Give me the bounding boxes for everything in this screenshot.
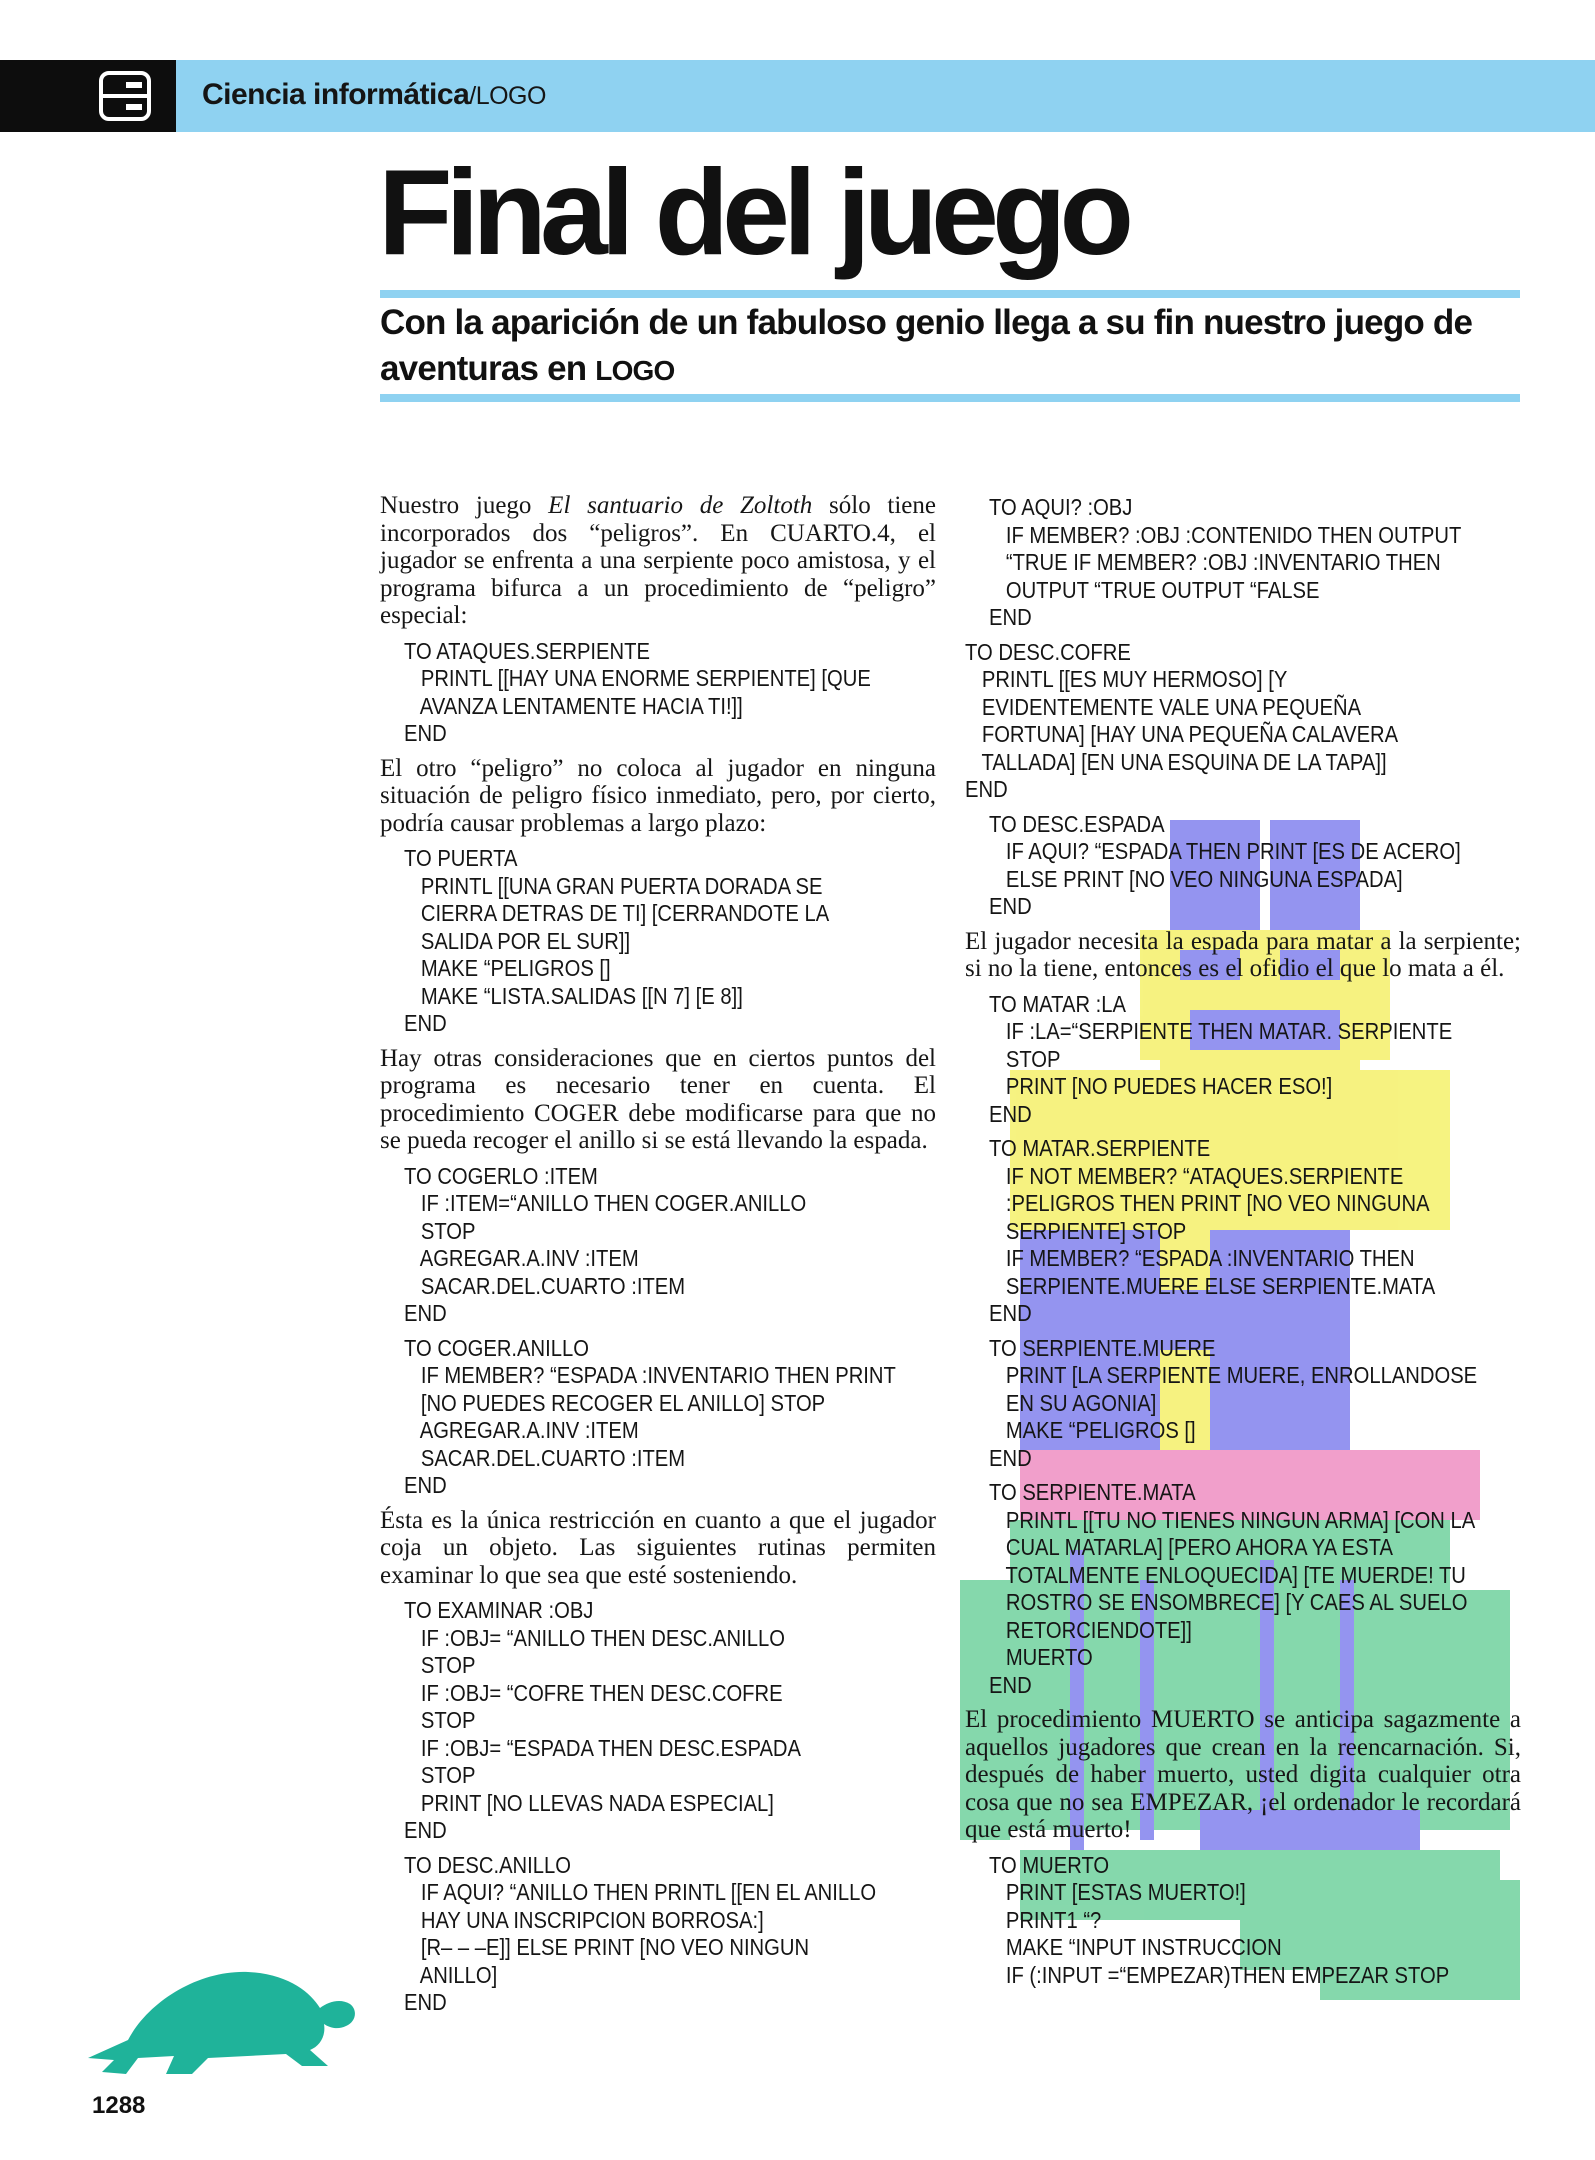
code-muerto: TO MUERTO PRINT [ESTAS MUERTO!] PRINT1 “? MAKE “INPUT INSTRUCCION IF (:INPUT =“EMPEZAR)THEN EMPEZAR STOP bbox=[989, 1851, 1450, 1988]
right-column bbox=[965, 494, 1521, 1996]
page-number: 1288 bbox=[92, 2092, 146, 2119]
subtitle-text: Con la aparición de un fabuloso genio llega a su fin nuestro juego de aventuras en bbox=[380, 303, 1473, 388]
paragraph-second-danger: El otro “peligro” no coloca al jugador en ninguna situación de peligro físico inmediato, pero, por cierto, podría causar problemas a largo plazo: bbox=[380, 754, 936, 837]
paragraph-sword: El jugador necesita la espada para matar a la serpiente; si no la tiene, entonces es el ofidio el que lo mata a él. bbox=[965, 927, 1521, 982]
code-ataques-serpiente: TO ATAQUES.SERPIENTE PRINTL [[HAY UNA ENORME SERPIENTE] [QUE AVANZA LENTAMENTE HACIA TI!]] END bbox=[404, 637, 871, 746]
left-column bbox=[380, 492, 936, 2024]
code-serpiente-mata: TO SERPIENTE.MATA PRINTL [[TU NO TIENES NINGUN ARMA] [CON LA CUAL MATARLA] [PERO AHORA YA ESTA TOTALMENTE ENLOQUECIDA] [TE MUERDE! TU ROSTRO SE ENSOMBRECE] [Y CAES AL SUELO RETORCIENDOTE]] MUERTO END bbox=[989, 1479, 1476, 1698]
code-matar: TO MATAR :LA IF :LA=“SERPIENTE THEN MATAR. SERPIENTE STOP PRINT [NO PUEDES HACER ESO!] END bbox=[989, 990, 1453, 1127]
paragraph-considerations: Hay otras consideraciones que en ciertos puntos del programa es necesario tener en cuenta. El procedimiento COGER debe modificarse para que no se pueda recoger el anillo si se está llevando la espada. bbox=[380, 1044, 936, 1154]
code-matar-serpiente: TO MATAR.SERPIENTE IF NOT MEMBER? “ATAQUES.SERPIENTE :PELIGROS THEN PRINT [NO VEO NINGUNA SERPIENTE] STOP IF MEMBER? “ESPADA :INVENTARIO THEN SERPIENTE.MUERE ELSE SERPIENTE.MATA END bbox=[989, 1135, 1436, 1326]
page-title: Final del juego bbox=[378, 144, 1128, 280]
intro-text-before: Nuestro juego bbox=[380, 492, 549, 519]
logo-turtle-icon bbox=[88, 1962, 358, 2078]
section-label bbox=[202, 78, 546, 112]
paragraph-muerto: El procedimiento MUERTO se anticipa sagazmente a aquellos jugadores que crean en la reencarnación. Si, después de haber muerto, usted digita cualquier otra cosa que no sea EMPEZAR, ¡el ordenador le recordará que está muerto! bbox=[965, 1706, 1521, 1843]
subtitle-bottom-rule bbox=[380, 394, 1520, 402]
intro-text-after: sólo tiene incorporados dos “peligros”. En CUARTO.4, el jugador se enfrenta a una serpiente poco amistosa, y el programa bifurca a un procedimiento de “peligro” especial: bbox=[380, 492, 937, 629]
subtitle bbox=[380, 300, 1520, 394]
code-serpiente-muere: TO SERPIENTE.MUERE PRINT [LA SERPIENTE MUERE, ENROLLANDOSE EN SU AGONIA] MAKE “PELIGROS [] END bbox=[989, 1334, 1478, 1471]
code-cogerlo: TO COGERLO :ITEM IF :ITEM=“ANILLO THEN COGER.ANILLO STOP AGREGAR.A.INV :ITEM SACAR.DEL.CUARTO :ITEM END bbox=[404, 1162, 807, 1326]
intro-paragraph bbox=[380, 492, 936, 630]
code-desc-espada: TO DESC.ESPADA IF AQUI? “ESPADA THEN PRINT [ES DE ACERO] ELSE PRINT [NO VEO NINGUNA ESPADA] END bbox=[989, 810, 1461, 919]
computer-science-icon bbox=[98, 70, 152, 122]
code-examinar: TO EXAMINAR :OBJ IF :OBJ= “ANILLO THEN DESC.ANILLO STOP IF :OBJ= “COFRE THEN DESC.COFRE STOP IF :OBJ= “ESPADA THEN DESC.ESPADA STOP PRINT [NO LLEVAS NADA ESPECIAL] END bbox=[404, 1597, 802, 1843]
game-title: El santuario de Zoltoth bbox=[548, 492, 813, 519]
paragraph-restriction: Ésta es la única restricción en cuanto a que el jugador coja un objeto. Las siguientes rutinas permiten examinar lo que sea que esté sosteniendo. bbox=[380, 1506, 936, 1589]
code-desc-cofre: TO DESC.COFRE PRINTL [[ES MUY HERMOSO] [Y EVIDENTEMENTE VALE UNA PEQUEÑA FORTUNA] [HAY UNA PEQUEÑA CALAVERA TALLADA] [EN UNA ESQUINA DE LA TAPA]] END bbox=[965, 638, 1399, 802]
code-desc-anillo: TO DESC.ANILLO IF AQUI? “ANILLO THEN PRINTL [[EN EL ANILLO HAY UNA INSCRIPCION BORROSA:] [R– – –E]] ELSE PRINT [NO VEO NINGUN ANILLO] END bbox=[404, 1851, 877, 2015]
subsection-name: /LOGO bbox=[469, 82, 546, 110]
section-name: Ciencia informática bbox=[202, 78, 470, 111]
code-puerta: TO PUERTA PRINTL [[UNA GRAN PUERTA DORADA SE CIERRA DETRAS DE TI] [CERRANDOTE LA SALIDA POR EL SUR]] MAKE “PELIGROS [] MAKE “LISTA.SALIDAS [[N 7] [E 8]] END bbox=[404, 845, 830, 1036]
subtitle-logo-word: LOGO bbox=[595, 355, 675, 386]
subtitle-top-rule bbox=[380, 290, 1520, 298]
code-aqui: TO AQUI? :OBJ IF MEMBER? :OBJ :CONTENIDO THEN OUTPUT “TRUE IF MEMBER? :OBJ :INVENTARIO THEN OUTPUT “TRUE OUTPUT “FALSE END bbox=[989, 494, 1462, 630]
code-coger-anillo: TO COGER.ANILLO IF MEMBER? “ESPADA :INVENTARIO THEN PRINT [NO PUEDES RECOGER EL ANILLO] STOP AGREGAR.A.INV :ITEM SACAR.DEL.CUARTO :ITEM END bbox=[404, 1334, 896, 1498]
